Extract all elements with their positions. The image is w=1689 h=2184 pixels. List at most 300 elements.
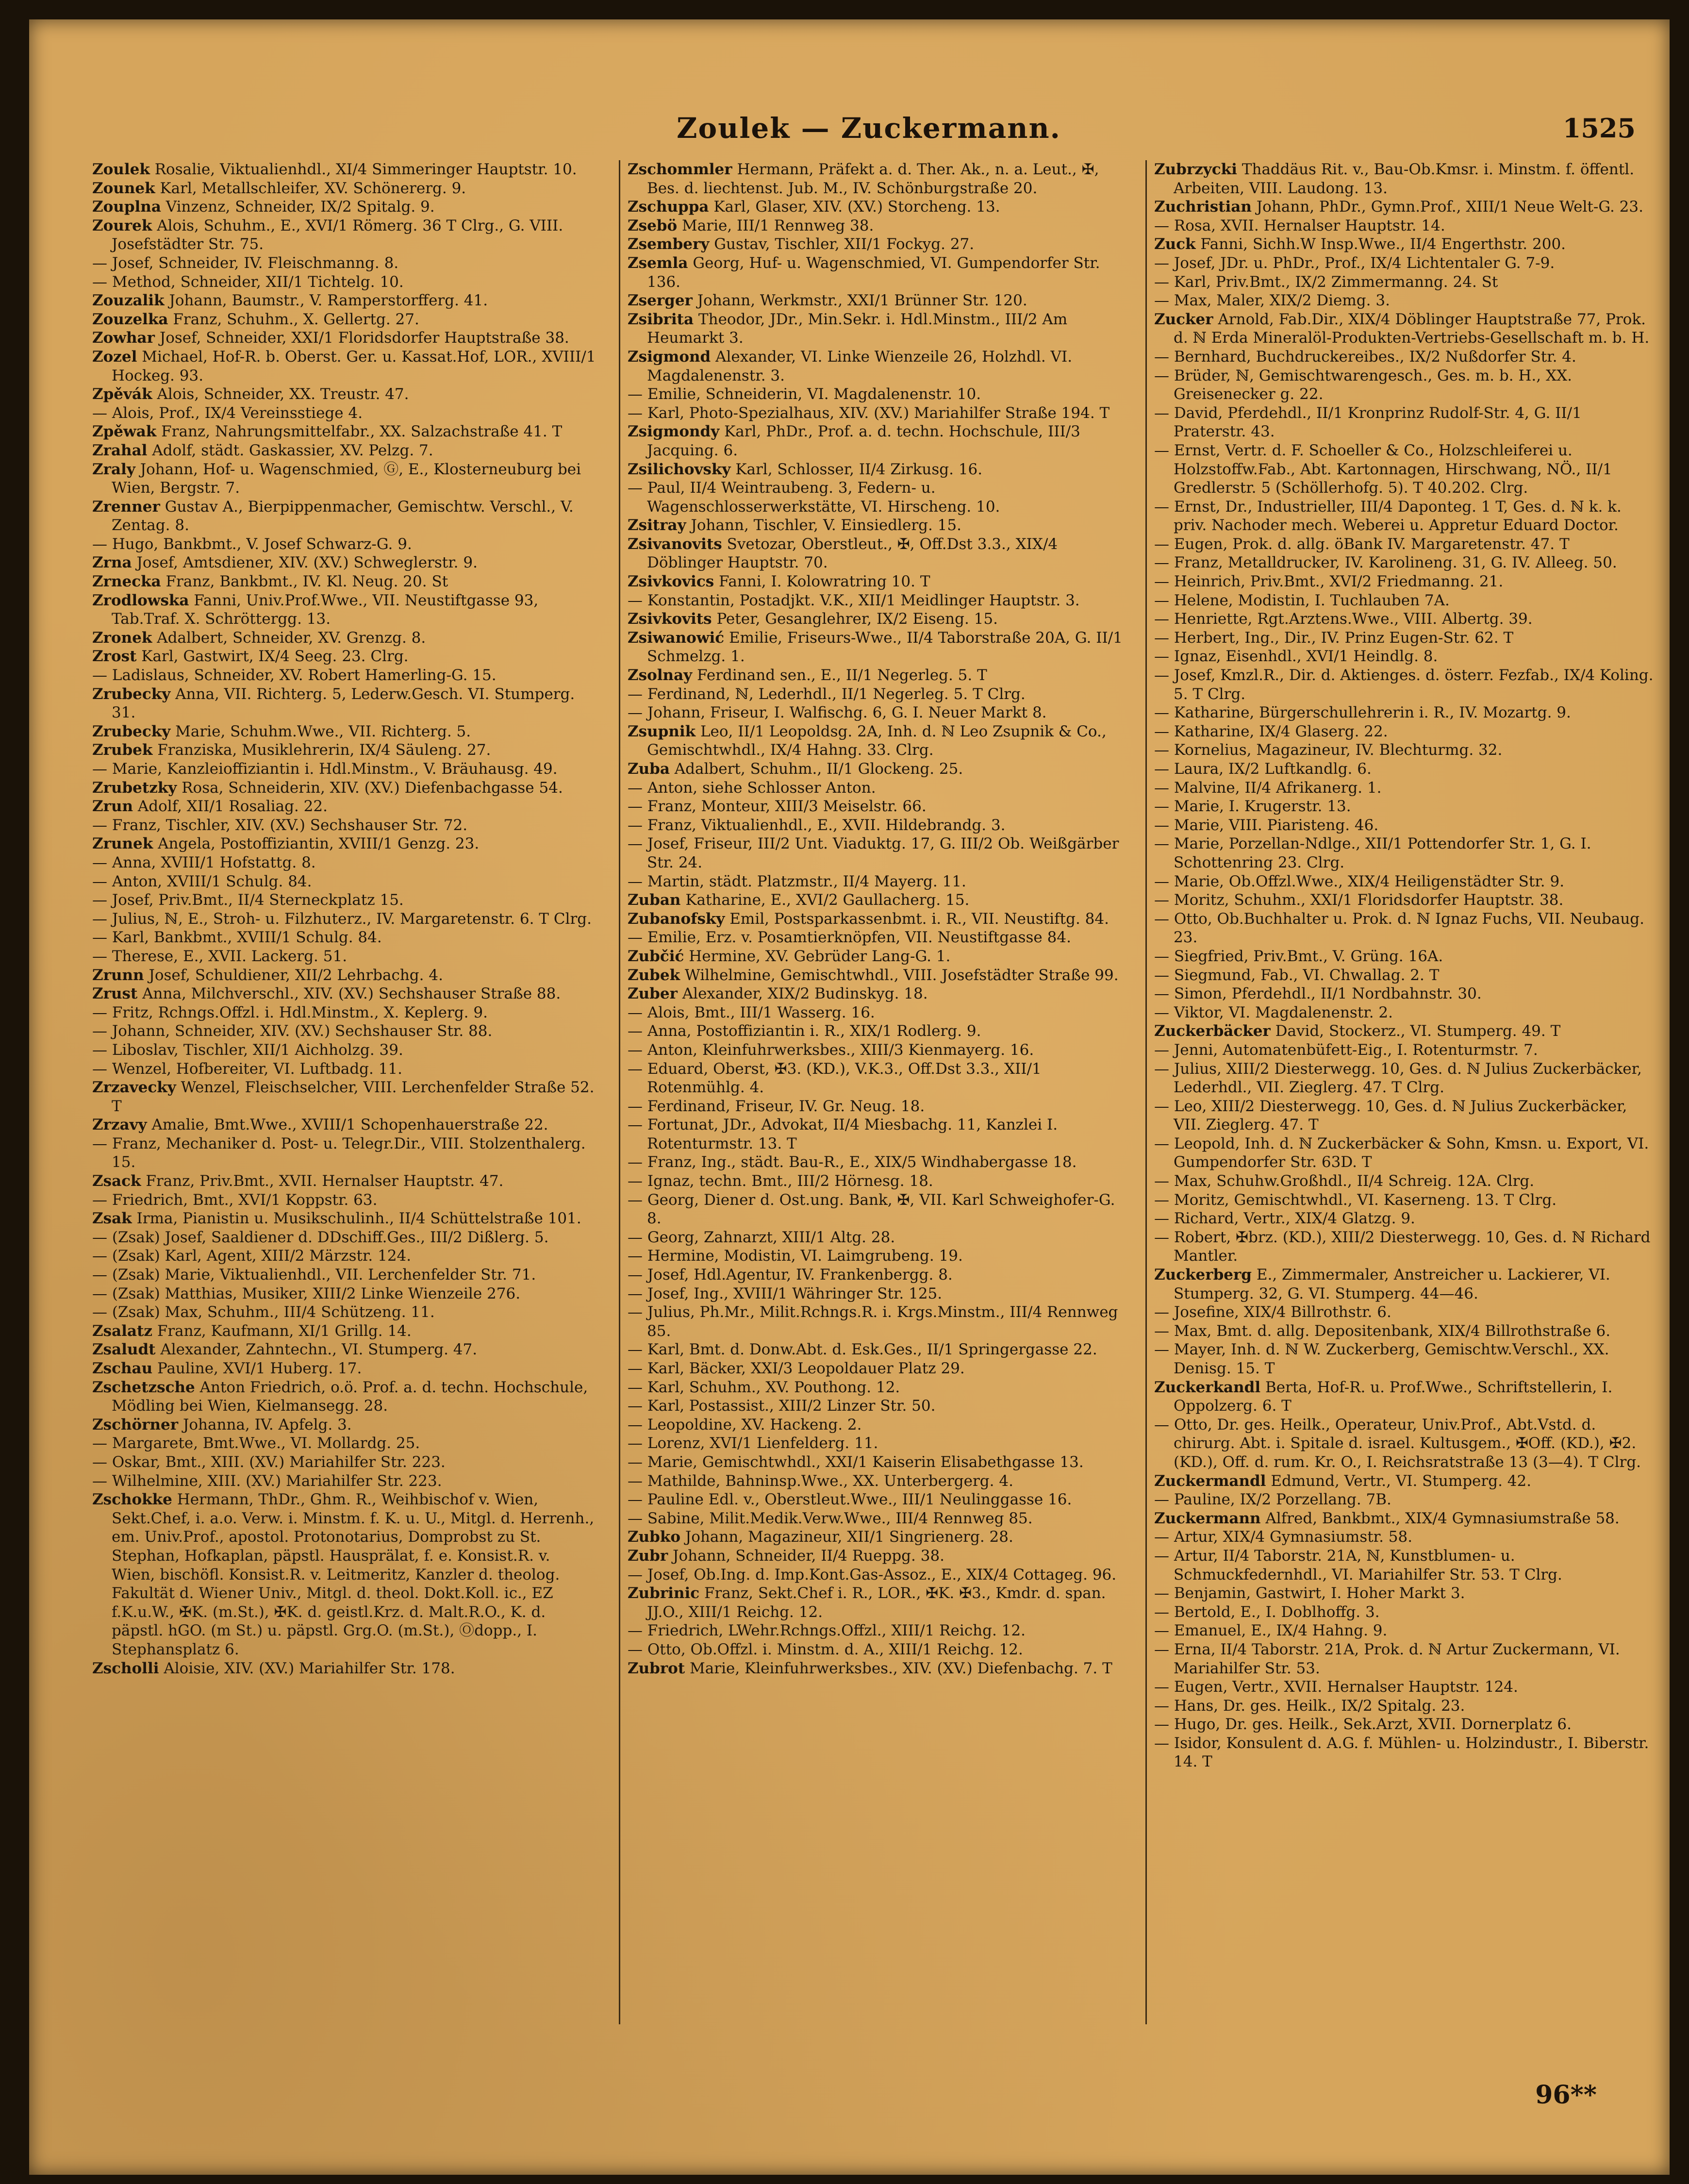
entry-surname: Zsibrita — [628, 310, 694, 328]
directory-entry — [1154, 910, 1659, 947]
directory-entry — [628, 966, 1132, 985]
directory-entry — [1154, 198, 1659, 217]
entry-text: — Therese, E., XVII. Lackerg. 51. — [92, 947, 348, 965]
directory-entry — [92, 1378, 597, 1416]
entry-surname: Zsaludt — [92, 1341, 156, 1359]
entry-text: — Ferdinand, Friseur, IV. Gr. Neug. 18. — [628, 1097, 925, 1115]
entry-surname: Zsivanovits — [628, 535, 722, 553]
entry-text: — Benjamin, Gastwirt, I. Hoher Markt 3. — [1154, 1584, 1465, 1602]
directory-entry — [1154, 367, 1659, 404]
directory-entry — [92, 779, 597, 798]
entry-text: Adalbert, Schneider, XV. Grenzg. 8. — [157, 629, 426, 647]
entry-text: E., Zimmermaler, Anstreicher u. Lackierer, VI. Stumperg. 32, G. VI. Stumperg. 44—46. — [1174, 1266, 1610, 1302]
directory-entry — [628, 1247, 1132, 1266]
entry-text: — Johann, Schneider, XIV. (XV.) Sechshauser Str. 88. — [92, 1022, 493, 1040]
directory-entry — [628, 891, 1132, 910]
directory-entry — [628, 254, 1132, 291]
directory-entry — [92, 872, 597, 891]
directory-entry — [1154, 891, 1659, 910]
entry-text: — Moritz, Schuhm., XXI/1 Floridsdorfer Hauptstr. 38. — [1154, 891, 1564, 909]
directory-entry — [92, 1060, 597, 1079]
entry-surname: Zubko — [628, 1528, 680, 1546]
entry-text: — Josefine, XIX/4 Billrothstr. 6. — [1154, 1303, 1391, 1321]
entry-text: — Liboslav, Tischler, XII/1 Aichholzg. 39. — [92, 1041, 403, 1059]
directory-entry — [92, 741, 597, 760]
directory-entry — [92, 984, 597, 1003]
entry-text: Amalie, Bmt.Wwe., XVIII/1 Schopenhauerstraße 22. — [151, 1116, 548, 1134]
entry-text: Edmund, Vertr., VI. Stumperg. 42. — [1271, 1472, 1532, 1490]
directory-entry — [92, 160, 597, 179]
directory-entry — [92, 1303, 597, 1322]
directory-entry — [92, 291, 597, 310]
entry-text: Alois, Schneider, XX. Treustr. 47. — [157, 385, 409, 403]
directory-entry — [628, 404, 1132, 423]
entry-text: — Katharine, Bürgerschullehrerin i. R., IV. Mozartg. 9. — [1154, 704, 1571, 722]
entry-text: — (Zsak) Josef, Saaldiener d. DDschiff.Ges., III/2 Dißlerg. 5. — [92, 1228, 549, 1246]
directory-entry — [1154, 535, 1659, 554]
directory-entry — [1154, 760, 1659, 779]
entry-text: Johann, PhDr., Gymn.Prof., XIII/1 Neue Welt-G. 23. — [1256, 198, 1643, 216]
directory-entry — [628, 422, 1132, 460]
entry-text: — Josef, Kmzl.R., Dir. d. Aktienges. d. österr. Fezfab., IX/4 Koling. 5. T Clrg. — [1154, 667, 1654, 703]
entry-surname: Zuckerberg — [1154, 1266, 1252, 1284]
entry-text: — Moritz, Gemischtwhdl., VI. Kaserneng. 13. T Clrg. — [1154, 1191, 1557, 1209]
entry-text: — Oskar, Bmt., XIII. (XV.) Mariahilfer Str. 223. — [92, 1453, 446, 1471]
directory-entry — [628, 722, 1132, 760]
entry-text: — Ferdinand, ℕ, Lederhdl., II/1 Negerleg. 5. T Clrg. — [628, 685, 1026, 703]
directory-entry — [1154, 1490, 1659, 1509]
directory-entry — [628, 460, 1132, 479]
entry-surname: Zschau — [92, 1360, 153, 1377]
directory-entry — [628, 1303, 1132, 1340]
directory-entry — [1154, 1584, 1659, 1603]
directory-entry — [92, 273, 597, 292]
directory-entry — [92, 1434, 597, 1453]
directory-entry — [92, 947, 597, 966]
directory-entry — [92, 1116, 597, 1134]
directory-entry — [1154, 553, 1659, 572]
entry-text: — Alois, Prof., IX/4 Vereinsstiege 4. — [92, 404, 363, 422]
entry-text: — Franz, Metalldrucker, IV. Karolineng. 31, G. IV. Alleeg. 50. — [1154, 554, 1617, 572]
entry-surname: Zubrinic — [628, 1584, 700, 1602]
entry-surname: Zserger — [628, 292, 693, 310]
entry-text: Hermann, ThDr., Ghm. R., Weihbischof v. Wien, Sekt.Chef, i. a.o. Verw. i. Minstm. f. K. u. U., Mitgl. d. Herrenh., em. Univ.Prof., apostol. Protonotarius, Domprobst zu St. Stephan, Hofkaplan, päpstl. Hausprälat, f. e. Konsist.R. v. Wien, bischöfl. Konsist.R. v. Leitmeritz, Kanzler d. theolog. Fakultät d. Wiener Univ., Mitgl. d. theol. Dokt.Koll. ic., EZ f.K.u.W., ✠K. (m.St.), ✠K. d. geistl.Krz. d. Malt.R.O., K. d. päpstl. hGO. (m St.) u. päpstl. Grg.O. (m.St.), Ⓞdopp., I. Stephansplatz 6. — [112, 1491, 595, 1658]
entry-text: — Alois, Bmt., III/1 Wasserg. 16. — [628, 1003, 875, 1021]
entry-text: — Heinrich, Priv.Bmt., XVI/2 Friedmanng. 21. — [1154, 573, 1504, 591]
entry-text: Gustav, Tischler, XII/1 Fockyg. 27. — [714, 235, 975, 253]
entry-text: — Emilie, Schneiderin, VI. Magdalenenstr. 10. — [628, 385, 981, 403]
directory-entry — [92, 853, 597, 872]
directory-entry — [92, 591, 597, 629]
entry-surname: Zuckermandl — [1154, 1472, 1266, 1490]
directory-entry — [1154, 1060, 1659, 1097]
entry-text: Ferdinand sen., E., II/1 Negerleg. 5. T — [697, 667, 987, 684]
entry-text: Rosalie, Viktualienhdl., XI/4 Simmeringer Hauptstr. 10. — [154, 161, 577, 178]
entry-text: Franziska, Musiklehrerin, IX/4 Säuleng. 27. — [157, 741, 491, 759]
entry-text: Thaddäus Rit. v., Bau-Ob.Kmsr. i. Minstm. f. öffentl. Arbeiten, VIII. Laudong. 13. — [1174, 161, 1635, 197]
directory-entry — [1154, 666, 1659, 703]
directory-entry — [628, 1191, 1132, 1228]
entry-text: — Bernhard, Buchdruckereibes., IX/2 Nußdorfer Str. 4. — [1154, 348, 1576, 366]
page-header — [102, 92, 1636, 146]
directory-entry — [92, 1022, 597, 1041]
entry-text: Josef, Amtsdiener, XIV. (XV.) Schweglerstr. 9. — [136, 554, 478, 572]
entry-text: — Wenzel, Hofbereiter, VI. Luftbadg. 11. — [92, 1060, 403, 1078]
directory-entry — [92, 666, 597, 685]
entry-text: Marie, Kleinfuhrwerksbes., XIV. (XV.) Diefenbachg. 7. T — [690, 1659, 1112, 1677]
page-number: 1525 — [1562, 113, 1636, 144]
directory-entry — [92, 198, 597, 217]
entry-surname: Zschommler — [628, 161, 732, 178]
entry-surname: Zouzalik — [92, 292, 165, 310]
directory-entry — [628, 1472, 1132, 1491]
directory-entry — [1154, 273, 1659, 292]
entry-text: — Ernst, Dr., Industrieller, III/4 Daponteg. 1 T, Ges. d. ℕ k. k. priv. Nachoder mech. Weberei u. Appretur Eduard Doctor. — [1154, 498, 1622, 534]
directory-entry — [628, 535, 1132, 572]
entry-text: Anna, Milchverschl., XIV. (XV.) Sechshauser Straße 88. — [142, 985, 561, 1003]
signature-mark: 96** — [1535, 2080, 1597, 2110]
entry-text: — Mayer, Inh. d. ℕ W. Zuckerberg, Gemischtw.Verschl., XX. Denisg. 15. T — [1154, 1341, 1609, 1377]
directory-entry — [1154, 1209, 1659, 1228]
entry-text: Marie, Schuhm.Wwe., VII. Richterg. 5. — [175, 722, 471, 740]
directory-entry — [92, 385, 597, 404]
entry-text: — Josef, JDr. u. PhDr., Prof., IX/4 Lichtentaler G. 7-9. — [1154, 254, 1555, 272]
directory-entry — [92, 535, 597, 554]
entry-text: — Marie, Ob.Offzl.Wwe., XIX/4 Heiligenstädter Str. 9. — [1154, 872, 1565, 890]
entry-text: Fanni, Univ.Prof.Wwe., VII. Neustiftgasse 93, Tab.Traf. X. Schröttergg. 13. — [112, 591, 539, 628]
entry-text: Franz, Kaufmann, XI/1 Grillg. 14. — [157, 1322, 412, 1340]
directory-entry — [1154, 1340, 1659, 1378]
entry-text: Anton Friedrich, o.ö. Prof. a. d. techn. Hochschule, Mödling bei Wien, Kielmansegg. 28. — [112, 1378, 588, 1415]
entry-text: — Method, Schneider, XII/1 Tichtelg. 10. — [92, 273, 404, 291]
entry-text: — Karl, Priv.Bmt., IX/2 Zimmermanng. 24. St — [1154, 273, 1498, 291]
entry-text: Karl, Schlosser, II/4 Zirkusg. 16. — [735, 460, 983, 478]
entry-text: — Viktor, VI. Magdalenenstr. 2. — [1154, 1003, 1393, 1021]
directory-entry — [1154, 572, 1659, 591]
entry-text: Wilhelmine, Gemischtwhdl., VIII. Josefstädter Straße 99. — [684, 966, 1119, 984]
entry-text: Arnold, Fab.Dir., XIX/4 Döblinger Hauptstraße 77, Prok. d. ℕ Erda Mineralöl-Produkten-Vertriebs-Gesellschaft m. b. H. — [1174, 310, 1650, 347]
entry-surname: Zowhar — [92, 329, 155, 347]
entry-text: — Malvine, II/4 Afrikanerg. 1. — [1154, 779, 1382, 797]
directory-entry — [92, 1041, 597, 1060]
directory-entry — [628, 198, 1132, 217]
directory-entry — [92, 422, 597, 441]
entry-text: Adalbert, Schuhm., II/1 Glockeng. 25. — [674, 760, 963, 778]
entry-text: — Friedrich, LWehr.Rchngs.Offzl., XIII/1 Reichg. 12. — [628, 1622, 1026, 1640]
entry-text: — Georg, Diener d. Ost.ung. Bank, ✠, VII. Karl Schweighofer-G. 8. — [628, 1191, 1115, 1228]
directory-entry — [92, 1284, 597, 1303]
entry-surname: Zraly — [92, 460, 135, 478]
entry-surname: Zubčić — [628, 947, 684, 965]
directory-entry — [628, 385, 1132, 404]
entry-surname: Zrzavecky — [92, 1079, 176, 1097]
entry-surname: Zuck — [1154, 235, 1196, 253]
entry-text: Emil, Postsparkassenbmt. i. R., VII. Neustiftg. 84. — [729, 910, 1109, 928]
entry-surname: Zourek — [92, 217, 152, 234]
entry-text: Alois, Schuhm., E., XVI/1 Römerg. 36 T Clrg., G. VIII. Josefstädter Str. 75. — [112, 217, 563, 253]
entry-text: Michael, Hof-R. b. Oberst. Ger. u. Kassat.Hof, LOR., XVIII/1 Hockeg. 93. — [112, 348, 596, 384]
directory-entry — [92, 1472, 597, 1491]
entry-text: Adolf, XII/1 Rosaliag. 22. — [137, 798, 328, 816]
entry-surname: Zrust — [92, 985, 138, 1003]
entry-text: — Sabine, Milit.Medik.Verw.Wwe., III/4 Rennweg 85. — [628, 1509, 1033, 1527]
entry-surname: Zschuppa — [628, 198, 709, 216]
entry-text: Leo, II/1 Leopoldsg. 2A, Inh. d. ℕ Leo Zsupnik & Co., Gemischtwhdl., IX/4 Hahng. 33. Clrg. — [647, 722, 1107, 759]
entry-text: Anna, VII. Richterg. 5, Lederw.Gesch. VI. Stumperg. 31. — [112, 685, 575, 722]
entry-surname: Zschörner — [92, 1416, 179, 1434]
directory-entry — [1154, 1134, 1659, 1172]
entry-text: David, Stockerz., VI. Stumperg. 49. T — [1275, 1022, 1561, 1040]
entry-text: Hermann, Präfekt a. d. Ther. Ak., n. a. Leut., ✠, Bes. d. liechtenst. Jub. M., IV. Schönburgstraße 20. — [647, 161, 1099, 197]
directory-entry — [92, 1340, 597, 1359]
directory-entry — [1154, 1228, 1659, 1266]
directory-entry — [628, 1509, 1132, 1528]
entry-surname: Zrubecky — [92, 722, 171, 740]
entry-text: — Martin, städt. Platzmstr., II/4 Mayerg. 11. — [628, 872, 966, 890]
entry-surname: Zsack — [92, 1172, 141, 1190]
entry-text: — Josef, Ing., XVIII/1 Währinger Str. 125. — [628, 1284, 943, 1302]
directory-entry — [1154, 348, 1659, 367]
entry-text: Fanni, Sichh.W Insp.Wwe., II/4 Engerthstr. 200. — [1200, 235, 1566, 253]
entry-text: — Karl, Photo-Spezialhaus, XIV. (XV.) Mariahilfer Straße 194. T — [628, 404, 1110, 422]
directory-entry — [1154, 404, 1659, 441]
directory-entry — [1154, 984, 1659, 1003]
directory-entry — [628, 1416, 1132, 1434]
entry-text: — Siegfried, Priv.Bmt., V. Grüng. 16A. — [1154, 947, 1443, 965]
entry-surname: Zubrzycki — [1154, 161, 1237, 178]
entry-text: Georg, Huf- u. Wagenschmied, VI. Gumpendorfer Str. 136. — [647, 254, 1100, 291]
entry-text: Johann, Hof- u. Wagenschmied, Ⓖ, E., Klosterneuburg bei Wien, Bergstr. 7. — [112, 460, 581, 497]
entry-text: Marie, III/1 Rennweg 38. — [682, 217, 874, 234]
directory-entry — [628, 910, 1132, 929]
entry-text: Alexander, VI. Linke Wienzeile 26, Holzhdl. VI. Magdalenenstr. 3. — [647, 348, 1073, 384]
entry-text: — Karl, Bmt. d. Donw.Abt. d. Esk.Ges., II/1 Springergasse 22. — [628, 1341, 1097, 1359]
directory-entry — [1154, 629, 1659, 648]
entry-surname: Zoulek — [92, 161, 150, 178]
directory-entry — [92, 1134, 597, 1172]
entry-surname: Zsak — [92, 1210, 132, 1228]
entry-text: — Friedrich, Bmt., XVI/1 Koppstr. 63. — [92, 1191, 378, 1209]
entry-text: — Karl, Bankbmt., XVIII/1 Schulg. 84. — [92, 929, 382, 947]
entry-surname: Zsebö — [628, 217, 678, 234]
directory-entry — [92, 254, 597, 273]
directory-entry — [628, 591, 1132, 610]
directory-entry — [628, 1378, 1132, 1397]
entry-text: — Max, Bmt. d. allg. Depositenbank, XIX/4 Billrothstraße 6. — [1154, 1322, 1611, 1340]
entry-text: — Johann, Friseur, I. Walfischg. 6, G. I. Neuer Markt 8. — [628, 704, 1047, 722]
directory-entry — [628, 779, 1132, 798]
entry-text: Katharine, E., XVI/2 Gaullacherg. 15. — [685, 891, 970, 909]
entry-text: Peter, Gesanglehrer, IX/2 Eiseng. 15. — [716, 610, 998, 628]
entry-text: Vinzenz, Schneider, IX/2 Spitalg. 9. — [166, 198, 435, 216]
entry-text: — Marie, I. Krugerstr. 13. — [1154, 798, 1351, 816]
entry-text: — Brüder, ℕ, Gemischtwarengesch., Ges. m. b. H., XX. Greisenecker g. 22. — [1154, 367, 1572, 403]
entry-text: — Artur, II/4 Taborstr. 21A, ℕ, Kunstblumen- u. Schmuckfedernhdl., VI. Mariahilfer Str. 53. T Clrg. — [1154, 1547, 1562, 1584]
entry-text: — Ignaz, techn. Bmt., III/2 Hörnesg. 18. — [628, 1172, 933, 1190]
entry-text: — Paul, II/4 Weintraubeng. 3, Federn- u. Wagenschlosserwerkstätte, VI. Hirscheng. 10. — [628, 479, 1000, 516]
directory-entry — [1154, 1041, 1659, 1060]
entry-text: — Marie, Porzellan-Ndlge., XII/1 Pottendorfer Str. 1, G. I. Schottenring 23. Clrg. — [1154, 835, 1591, 871]
entry-text: — Franz, Monteur, XIII/3 Meiselstr. 66. — [628, 798, 927, 816]
entry-text: — Otto, Dr. ges. Heilk., Operateur, Univ.Prof., Abt.Vstd. d. chirurg. Abt. i. Spitale d. israel. Kultusgem., ✠Off. (KD.), ✠2. (KD.), Off. d. rum. Kr. O., I. Reichsratstraße 13 (3—4). T Clrg. — [1154, 1416, 1641, 1471]
entry-surname: Zrodlowska — [92, 591, 189, 609]
entry-text: — Eugen, Prok. d. allg. öBank IV. Margaretenstr. 47. T — [1154, 535, 1570, 553]
directory-entry — [1154, 1266, 1659, 1303]
directory-entry — [92, 910, 597, 929]
directory-entry — [92, 1322, 597, 1341]
entry-text: Aloisie, XIV. (XV.) Mariahilfer Str. 178. — [164, 1659, 455, 1677]
entry-text: — Wilhelmine, XIII. (XV.) Mariahilfer Str. 223. — [92, 1472, 442, 1490]
entry-text: — Karl, Schuhm., XV. Pouthong. 12. — [628, 1378, 900, 1396]
entry-text: — Fritz, Rchngs.Offzl. i. Hdl.Minstm., X. Keplerg. 9. — [92, 1003, 488, 1021]
entry-surname: Zuban — [628, 891, 681, 909]
entry-surname: Zuckerkandl — [1154, 1378, 1261, 1396]
directory-entry — [1154, 441, 1659, 498]
entry-surname: Zrenner — [92, 498, 160, 516]
directory-entry — [1154, 1003, 1659, 1022]
entry-text: — (Zsak) Max, Schuhm., III/4 Schützeng. 11. — [92, 1303, 435, 1321]
entry-text: Karl, Glaser, XIV. (XV.) Storcheng. 13. — [713, 198, 1000, 216]
directory-entry — [1154, 160, 1659, 198]
column-2 — [619, 160, 1132, 2024]
entry-text: — Siegmund, Fab., VI. Chwallag. 2. T — [1154, 966, 1440, 984]
entry-text: — Kornelius, Magazineur, IV. Blechturmg. 32. — [1154, 741, 1503, 759]
entry-text: Theodor, JDr., Min.Sekr. i. Hdl.Minstm., III/2 Am Heumarkt 3. — [647, 310, 1068, 347]
entry-text: — Laura, IX/2 Luftkandlg. 6. — [1154, 760, 1372, 778]
entry-surname: Zpěwak — [92, 423, 157, 441]
entry-text: — Herbert, Ing., Dir., IV. Prinz Eugen-Str. 62. T — [1154, 629, 1514, 647]
directory-entry — [628, 610, 1132, 629]
entry-text: Pauline, XVI/1 Huberg. 17. — [157, 1360, 362, 1377]
directory-entry — [92, 928, 597, 947]
directory-entry — [628, 1621, 1132, 1640]
entry-surname: Zrunn — [92, 966, 144, 984]
directory-entry — [628, 1041, 1132, 1060]
entry-text: — Bertold, E., I. Doblhoffg. 3. — [1154, 1603, 1380, 1621]
entry-text: — Otto, Ob.Buchhalter u. Prok. d. ℕ Ignaz Fuchs, VII. Neubaug. 23. — [1154, 910, 1644, 947]
directory-entry — [628, 1172, 1132, 1191]
entry-text: — Fortunat, JDr., Advokat, II/4 Miesbachg. 11, Kanzlei I. Rotenturmstr. 13. T — [628, 1116, 1058, 1152]
directory-entry — [628, 572, 1132, 591]
entry-text: — Georg, Zahnarzt, XIII/1 Altg. 28. — [628, 1228, 895, 1246]
directory-entry — [1154, 1022, 1659, 1041]
directory-entry — [1154, 1640, 1659, 1678]
entry-text: Gustav A., Bierpippenmacher, Gemischtw. Verschl., V. Zentag. 8. — [112, 498, 574, 534]
directory-entry — [92, 1247, 597, 1266]
directory-entry — [628, 1097, 1132, 1116]
directory-entry — [1154, 1547, 1659, 1584]
directory-entry — [628, 479, 1132, 516]
directory-entry — [1154, 816, 1659, 835]
entry-text: — Henriette, Rgt.Arztens.Wwe., VIII. Albertg. 39. — [1154, 610, 1533, 628]
entry-text: Karl, Gastwirt, IX/4 Seeg. 23. Clrg. — [141, 648, 409, 666]
directory-entry — [92, 329, 597, 348]
directory-entry — [628, 1453, 1132, 1472]
directory-entry — [628, 928, 1132, 947]
page-title: Zoulek — Zuckermann. — [677, 112, 1061, 145]
entry-text: — Hugo, Dr. ges. Heilk., Sek.Arzt, XVII. Dornerplatz 6. — [1154, 1716, 1572, 1734]
directory-entry — [628, 1359, 1132, 1378]
entry-text: Franz, Bankbmt., IV. Kl. Neug. 20. St — [166, 573, 448, 591]
entry-surname: Zsembery — [628, 235, 710, 253]
directory-entry — [92, 816, 597, 835]
entry-surname: Zrubek — [92, 741, 153, 759]
directory-entry — [628, 217, 1132, 235]
entry-text: — Anton, XVIII/1 Schulg. 84. — [92, 872, 312, 890]
directory-entry — [92, 1191, 597, 1210]
entry-text: Johann, Magazineur, XII/1 Singrienerg. 28. — [685, 1528, 1013, 1546]
entry-surname: Zrunek — [92, 835, 153, 853]
entry-text: Emilie, Friseurs-Wwe., II/4 Taborstraße 20A, G. II/1 Schmelzg. 1. — [647, 629, 1123, 666]
entry-text: — Pauline Edl. v., Oberstleut.Wwe., III/1 Neulinggasse 16. — [628, 1491, 1072, 1509]
directory-entry — [628, 348, 1132, 385]
directory-entry — [92, 1490, 597, 1659]
entry-text: Rosa, Schneiderin, XIV. (XV.) Diefenbachgasse 54. — [182, 779, 563, 797]
entry-surname: Zrost — [92, 648, 137, 666]
directory-entry — [92, 722, 597, 741]
entry-text: Alexander, XIX/2 Budinskyg. 18. — [682, 985, 928, 1003]
entry-surname: Zrahal — [92, 441, 148, 459]
entry-text: — Josef, Schneider, IV. Fleischmanng. 8. — [92, 254, 399, 272]
column-3 — [1145, 160, 1659, 2024]
directory-entry — [1154, 1303, 1659, 1322]
entry-text: Franz, Nahrungsmittelfabr., XX. Salzachstraße 41. T — [161, 423, 563, 441]
entry-surname: Zpěvák — [92, 385, 152, 403]
directory-entry — [628, 516, 1132, 535]
entry-text: — Anton, siehe Schlosser Anton. — [628, 779, 876, 797]
entry-text: — Franz, Viktualienhdl., E., XVII. Hildebrandg. 3. — [628, 816, 1006, 834]
directory-entry — [628, 984, 1132, 1003]
directory-entry — [92, 797, 597, 816]
entry-text: Franz, Schuhm., X. Gellertg. 27. — [173, 310, 419, 328]
entry-text: Berta, Hof-R. u. Prof.Wwe., Schriftstellerin, I. Oppolzerg. 6. T — [1174, 1378, 1613, 1415]
directory-entry — [628, 629, 1132, 666]
directory-entry — [92, 966, 597, 985]
directory-entry — [92, 1659, 597, 1678]
entry-surname: Zouplna — [92, 198, 161, 216]
entry-surname: Zubanofsky — [628, 910, 725, 928]
entry-text: — Hermine, Modistin, VI. Laimgrubeng. 19. — [628, 1247, 963, 1265]
directory-entry — [628, 1434, 1132, 1453]
entry-text: — Marie, Kanzleioffiziantin i. Hdl.Minstm., V. Bräuhausg. 49. — [92, 760, 558, 778]
entry-surname: Zuchristian — [1154, 198, 1252, 216]
entry-text: — Marie, VIII. Piaristeng. 46. — [1154, 816, 1379, 834]
directory-entry — [1154, 1603, 1659, 1622]
directory-entry — [628, 1284, 1132, 1303]
entry-text: — Max, Maler, XIX/2 Diemg. 3. — [1154, 292, 1390, 310]
entry-text: Johann, Baumstr., V. Ramperstorfferg. 41. — [169, 292, 488, 310]
directory-entry — [628, 1528, 1132, 1547]
directory-entry — [628, 816, 1132, 835]
entry-surname: Zrzavy — [92, 1116, 147, 1134]
directory-entry — [628, 1659, 1132, 1678]
entry-surname: Zsemla — [628, 254, 688, 272]
entry-surname: Zronek — [92, 629, 152, 647]
entry-text: — Ladislaus, Schneider, XV. Robert Hamerling-G. 15. — [92, 667, 497, 684]
entry-text: Wenzel, Fleischselcher, VIII. Lerchenfelder Straße 52. T — [112, 1079, 595, 1115]
entry-text: Irma, Pianistin u. Musikschulinh., II/4 Schüttelstraße 101. — [136, 1210, 581, 1228]
entry-text: — Anna, XVIII/1 Hofstattg. 8. — [92, 853, 316, 871]
entry-text: — Lorenz, XVI/1 Lienfelderg. 11. — [628, 1434, 878, 1452]
directory-entry — [1154, 647, 1659, 666]
directory-entry — [628, 1116, 1132, 1153]
entry-text: — Robert, ✠brz. (KD.), XIII/2 Diesterwegg. 10, Ges. d. ℕ Richard Mantler. — [1154, 1228, 1651, 1265]
directory-entry — [1154, 741, 1659, 760]
entry-text: Adolf, städt. Gaskassier, XV. Pelzg. 7. — [152, 441, 433, 459]
directory-entry — [1154, 722, 1659, 741]
entry-surname: Zsigmond — [628, 348, 711, 366]
directory-entry — [628, 1003, 1132, 1022]
